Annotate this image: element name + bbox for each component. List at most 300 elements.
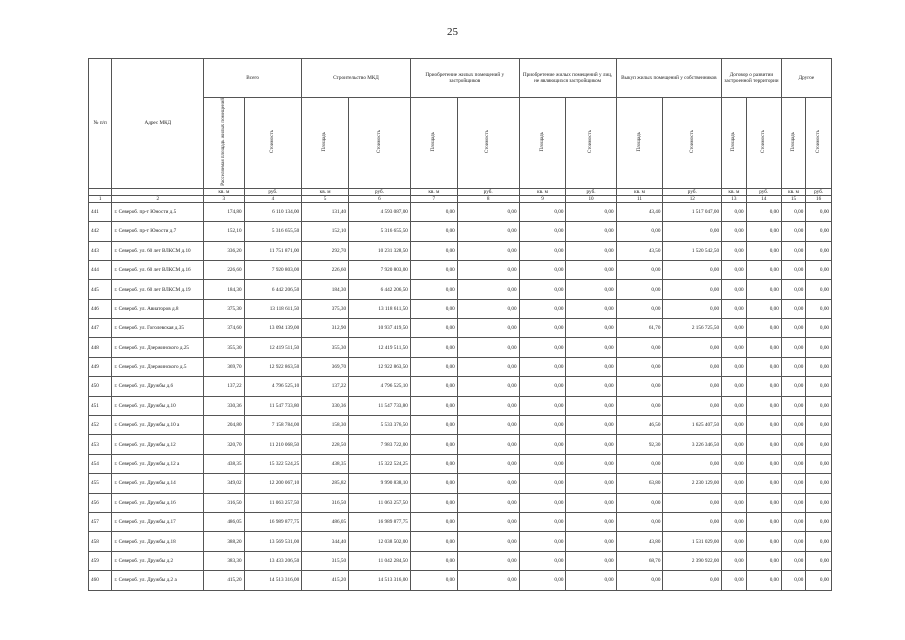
sub-header: Стоимость (746, 98, 781, 189)
sub-header: Площадь (410, 98, 457, 189)
row-value: 0,00 (410, 280, 457, 299)
row-value: 226,60 (204, 260, 245, 279)
row-value: 0,00 (746, 493, 781, 512)
sub-header: Площадь (302, 98, 349, 189)
row-value: 0,00 (410, 571, 457, 590)
row-value: 375,30 (302, 299, 349, 318)
unit-cell (112, 188, 204, 195)
row-value: 0,00 (806, 396, 832, 415)
row-value: 0,00 (722, 299, 747, 318)
row-value: 0,00 (722, 260, 747, 279)
row-value: 0,00 (566, 241, 616, 260)
header-units (89, 188, 832, 195)
group-total: Всего (204, 59, 302, 98)
row-value: 0,00 (566, 202, 616, 221)
row-value: 12 419 511,50 (349, 338, 411, 357)
row-value: 11 547 733,80 (349, 396, 411, 415)
row-value: 285,82 (302, 474, 349, 493)
row-value: 0,00 (519, 551, 566, 570)
row-value: 68,70 (616, 551, 663, 570)
row-value: 0,00 (722, 222, 747, 241)
row-value: 0,00 (457, 551, 519, 570)
row-value: 16 989 877,75 (349, 513, 411, 532)
row-address: г. Североб. пр-т Юности д.5 (112, 202, 204, 221)
row-value: 0,00 (781, 454, 806, 473)
column-number-cell: 13 (722, 195, 747, 202)
row-value: 0,00 (806, 493, 832, 512)
row-value: 11 063 257,50 (244, 493, 302, 512)
row-value: 0,00 (616, 454, 663, 473)
row-value: 0,00 (519, 319, 566, 338)
row-value: 0,00 (410, 241, 457, 260)
row-value: 0,00 (410, 513, 457, 532)
row-value: 7 920 803,00 (244, 260, 302, 279)
row-value: 0,00 (566, 222, 616, 241)
row-value: 0,00 (806, 202, 832, 221)
row-number: 453 (89, 435, 112, 454)
row-number: 454 (89, 454, 112, 473)
row-value: 0,00 (781, 551, 806, 570)
row-value: 0,00 (663, 513, 722, 532)
row-value: 0,00 (806, 357, 832, 376)
row-value: 7 920 803,00 (349, 260, 411, 279)
row-address: г. Североб. ул. Дружбы д.12 (112, 435, 204, 454)
row-value: 0,00 (746, 474, 781, 493)
row-value: 0,00 (519, 202, 566, 221)
sub-header: Стоимость (349, 98, 411, 189)
row-value: 12 922 863,50 (244, 357, 302, 376)
row-value: 0,00 (663, 338, 722, 357)
table-row (89, 202, 832, 221)
row-value: 336,20 (204, 241, 245, 260)
column-number-cell: 2 (112, 195, 204, 202)
row-value: 0,00 (519, 280, 566, 299)
row-value: 0,00 (746, 260, 781, 279)
table-row (89, 299, 832, 318)
row-number: 456 (89, 493, 112, 512)
row-number: 448 (89, 338, 112, 357)
table-row (89, 241, 832, 260)
unit-cell: руб. (566, 188, 616, 195)
row-number: 446 (89, 299, 112, 318)
table-row (89, 474, 832, 493)
row-value: 0,00 (746, 551, 781, 570)
row-value: 0,00 (519, 435, 566, 454)
row-value: 0,00 (566, 396, 616, 415)
row-number: 449 (89, 357, 112, 376)
row-value: 0,00 (457, 319, 519, 338)
row-address: г. Североб. ул. 60 лет ВЛКСМ д.19 (112, 280, 204, 299)
row-address: г. Североб. ул. Дружбы д.18 (112, 532, 204, 551)
row-value: 0,00 (519, 222, 566, 241)
row-value: 0,00 (410, 474, 457, 493)
row-value: 184,30 (302, 280, 349, 299)
row-value: 6 442 206,50 (349, 280, 411, 299)
row-value: 0,00 (781, 513, 806, 532)
row-value: 330,36 (204, 396, 245, 415)
column-number-cell: 7 (410, 195, 457, 202)
row-value: 0,00 (781, 474, 806, 493)
row-value: 2 156 725,50 (663, 319, 722, 338)
row-value: 0,00 (781, 357, 806, 376)
row-value: 0,00 (806, 454, 832, 473)
row-value: 0,00 (457, 416, 519, 435)
page-number: 25 (447, 26, 458, 38)
unit-cell: кв. м (519, 188, 566, 195)
row-value: 369,70 (302, 357, 349, 376)
row-value: 0,00 (806, 260, 832, 279)
row-number: 443 (89, 241, 112, 260)
row-address: г. Североб. ул. Авиаторов д.8 (112, 299, 204, 318)
row-value: 4 796 525,10 (244, 377, 302, 396)
row-value: 0,00 (746, 513, 781, 532)
row-value: 7 983 722,00 (349, 435, 411, 454)
unit-cell: руб. (746, 188, 781, 195)
row-number: 444 (89, 260, 112, 279)
table-row (89, 280, 832, 299)
row-value: 0,00 (410, 416, 457, 435)
row-number: 460 (89, 571, 112, 590)
row-value: 0,00 (722, 435, 747, 454)
unit-cell: кв. м (204, 188, 245, 195)
row-value: 0,00 (781, 338, 806, 357)
row-value: 0,00 (663, 357, 722, 376)
row-number: 455 (89, 474, 112, 493)
row-value: 12 419 511,50 (244, 338, 302, 357)
row-value: 0,00 (781, 280, 806, 299)
row-value: 0,00 (519, 260, 566, 279)
group-territory-development: Договор о развитии застроенной территории (722, 59, 782, 98)
row-value: 0,00 (722, 454, 747, 473)
table-row (89, 377, 832, 396)
row-value: 0,00 (457, 571, 519, 590)
row-value: 0,00 (746, 377, 781, 396)
table-row (89, 416, 832, 435)
row-value: 0,00 (457, 280, 519, 299)
header-groups (89, 59, 832, 98)
row-value: 5 316 655,50 (244, 222, 302, 241)
row-value: 0,00 (616, 260, 663, 279)
row-value: 0,00 (781, 377, 806, 396)
row-value: 0,00 (519, 513, 566, 532)
row-value: 0,00 (663, 377, 722, 396)
row-address: г. Североб. ул. Дружбы д.2 (112, 551, 204, 570)
row-value: 43,40 (616, 202, 663, 221)
row-value: 388,20 (204, 532, 245, 551)
row-value: 16 989 877,75 (244, 513, 302, 532)
row-value: 0,00 (722, 571, 747, 590)
table-row (89, 551, 832, 570)
row-value: 316,50 (204, 493, 245, 512)
row-value: 315,50 (302, 551, 349, 570)
group-from-non-developers: Приобретение жилых помещений у лиц, не являющихся застройщиком (519, 59, 616, 98)
row-value: 12 038 502,00 (349, 532, 411, 551)
row-value: 0,00 (746, 416, 781, 435)
row-value: 0,00 (616, 299, 663, 318)
table-row (89, 435, 832, 454)
row-value: 0,00 (410, 222, 457, 241)
row-value: 11 042 284,50 (349, 551, 411, 570)
row-value: 14 513 316,00 (244, 571, 302, 590)
row-value: 0,00 (722, 377, 747, 396)
row-value: 375,30 (204, 299, 245, 318)
row-value: 486,05 (302, 513, 349, 532)
row-address: г. Североб. ул. Дружбы д.10 (112, 396, 204, 415)
row-value: 0,00 (410, 338, 457, 357)
row-value: 0,00 (746, 454, 781, 473)
row-value: 0,00 (457, 222, 519, 241)
row-value: 0,00 (722, 202, 747, 221)
row-value: 0,00 (519, 357, 566, 376)
row-address: г. Североб. ул. Дружбы д.10 а (112, 416, 204, 435)
row-value: 0,00 (781, 532, 806, 551)
row-value: 0,00 (519, 377, 566, 396)
table-row (89, 513, 832, 532)
row-value: 0,00 (519, 474, 566, 493)
row-number: 459 (89, 551, 112, 570)
row-value: 11 751 871,00 (244, 241, 302, 260)
row-value: 0,00 (663, 299, 722, 318)
row-value: 137,22 (204, 377, 245, 396)
row-value: 7 158 784,00 (244, 416, 302, 435)
row-value: 0,00 (806, 532, 832, 551)
table-row (89, 222, 832, 241)
row-value: 0,00 (410, 396, 457, 415)
row-value: 0,00 (566, 551, 616, 570)
row-value: 0,00 (566, 338, 616, 357)
row-value: 312,90 (302, 319, 349, 338)
unit-cell: кв. м (616, 188, 663, 195)
row-number: 442 (89, 222, 112, 241)
row-address: г. Североб. ул. Дзержинского д.5 (112, 357, 204, 376)
row-value: 0,00 (457, 202, 519, 221)
column-number-cell: 10 (566, 195, 616, 202)
unit-cell: руб. (457, 188, 519, 195)
row-value: 204,80 (204, 416, 245, 435)
row-value: 0,00 (616, 338, 663, 357)
row-value: 0,00 (781, 493, 806, 512)
row-value: 0,00 (616, 571, 663, 590)
row-address: г. Североб. ул. Дружбы д.14 (112, 474, 204, 493)
group-construction: Строительство МКД (302, 59, 411, 98)
row-address: г. Североб. ул. Дзержинского д.25 (112, 338, 204, 357)
row-value: 0,00 (781, 299, 806, 318)
row-value: 0,00 (616, 280, 663, 299)
row-value: 0,00 (722, 396, 747, 415)
unit-cell: руб. (806, 188, 832, 195)
row-value: 0,00 (457, 357, 519, 376)
table-row (89, 493, 832, 512)
row-value: 0,00 (410, 551, 457, 570)
row-value: 1 625 407,50 (663, 416, 722, 435)
row-value: 349,02 (204, 474, 245, 493)
row-value: 0,00 (519, 571, 566, 590)
row-value: 0,00 (746, 202, 781, 221)
group-from-developers: Приобретение жилых помещений у застройщиков (410, 59, 519, 98)
row-value: 0,00 (410, 435, 457, 454)
row-value: 131,40 (302, 202, 349, 221)
row-value: 0,00 (566, 513, 616, 532)
row-value: 0,00 (722, 513, 747, 532)
row-value: 11 210 068,50 (244, 435, 302, 454)
row-value: 0,00 (410, 493, 457, 512)
row-value: 0,00 (566, 493, 616, 512)
row-value: 0,00 (746, 319, 781, 338)
row-value: 374,60 (204, 319, 245, 338)
row-value: 0,00 (410, 532, 457, 551)
row-number: 445 (89, 280, 112, 299)
row-value: 0,00 (566, 299, 616, 318)
unit-cell: кв. м (302, 188, 349, 195)
row-address: г. Североб. ул. Дружбы д.2 а (112, 571, 204, 590)
row-number: 451 (89, 396, 112, 415)
table-row (89, 338, 832, 357)
table-body (89, 202, 832, 590)
row-value: 0,00 (722, 357, 747, 376)
row-value: 0,00 (457, 532, 519, 551)
row-value: 11 547 733,80 (244, 396, 302, 415)
row-value: 0,00 (457, 493, 519, 512)
row-value: 369,70 (204, 357, 245, 376)
row-value: 0,00 (746, 532, 781, 551)
row-value: 0,00 (746, 241, 781, 260)
row-value: 0,00 (410, 357, 457, 376)
row-value: 486,05 (204, 513, 245, 532)
row-value: 0,00 (566, 416, 616, 435)
row-value: 330,36 (302, 396, 349, 415)
row-value: 0,00 (616, 396, 663, 415)
unit-cell: руб. (663, 188, 722, 195)
row-value: 0,00 (457, 396, 519, 415)
sub-header: Расселяемая площадь жилых помещений (204, 98, 245, 189)
row-value: 2 390 922,00 (663, 551, 722, 570)
row-value: 0,00 (781, 241, 806, 260)
row-value: 0,00 (722, 338, 747, 357)
row-value: 5 316 655,50 (349, 222, 411, 241)
row-value: 0,00 (616, 493, 663, 512)
row-value: 0,00 (663, 493, 722, 512)
row-value: 3 226 346,50 (663, 435, 722, 454)
column-number-cell: 3 (204, 195, 245, 202)
row-number: 458 (89, 532, 112, 551)
row-value: 6 110 134,00 (244, 202, 302, 221)
row-value: 0,00 (781, 222, 806, 241)
row-value: 0,00 (566, 260, 616, 279)
row-value: 15 322 524,25 (349, 454, 411, 473)
row-value: 63,80 (616, 474, 663, 493)
row-value: 2 230 129,00 (663, 474, 722, 493)
column-number-cell: 5 (302, 195, 349, 202)
row-value: 0,00 (457, 513, 519, 532)
row-address: г. Североб. ул. Гоголевская д.35 (112, 319, 204, 338)
row-value: 0,00 (781, 202, 806, 221)
row-value: 13 569 531,00 (244, 532, 302, 551)
row-value: 0,00 (746, 338, 781, 357)
row-value: 0,00 (663, 260, 722, 279)
unit-cell: кв. м (410, 188, 457, 195)
row-value: 0,00 (663, 571, 722, 590)
row-value: 0,00 (781, 319, 806, 338)
row-value: 152,10 (204, 222, 245, 241)
row-value: 0,00 (722, 551, 747, 570)
resettlement-table (88, 58, 832, 591)
sub-header: Площадь (519, 98, 566, 189)
group-other: Другое (781, 59, 831, 98)
unit-cell: руб. (244, 188, 302, 195)
column-number-cell: 9 (519, 195, 566, 202)
row-value: 316,50 (302, 493, 349, 512)
row-value: 0,00 (457, 338, 519, 357)
row-value: 0,00 (781, 396, 806, 415)
row-value: 152,10 (302, 222, 349, 241)
row-address: г. Североб. ул. Дружбы д.12 а (112, 454, 204, 473)
row-value: 0,00 (781, 416, 806, 435)
row-value: 0,00 (566, 435, 616, 454)
row-address: г. Североб. ул. Дружбы д.17 (112, 513, 204, 532)
row-value: 0,00 (457, 260, 519, 279)
row-value: 355,30 (302, 338, 349, 357)
table-row (89, 571, 832, 590)
row-value: 0,00 (746, 571, 781, 590)
unit-cell: кв. м (781, 188, 806, 195)
row-value: 0,00 (519, 299, 566, 318)
row-value: 0,00 (806, 222, 832, 241)
row-value: 0,00 (663, 454, 722, 473)
row-number: 450 (89, 377, 112, 396)
row-value: 0,00 (410, 260, 457, 279)
row-value: 0,00 (806, 474, 832, 493)
row-value: 1 517 047,00 (663, 202, 722, 221)
row-value: 0,00 (519, 454, 566, 473)
row-value: 0,00 (457, 241, 519, 260)
row-value: 4 593 087,00 (349, 202, 411, 221)
table-header (89, 59, 832, 203)
row-value: 0,00 (806, 319, 832, 338)
row-value: 0,00 (457, 435, 519, 454)
row-value: 0,00 (806, 299, 832, 318)
row-value: 0,00 (457, 474, 519, 493)
row-value: 0,00 (519, 493, 566, 512)
row-value: 0,00 (746, 299, 781, 318)
row-value: 0,00 (722, 319, 747, 338)
row-value: 0,00 (457, 377, 519, 396)
row-value: 228,50 (302, 435, 349, 454)
row-value: 383,30 (204, 551, 245, 570)
column-number-cell: 14 (746, 195, 781, 202)
row-value: 14 513 316,00 (349, 571, 411, 590)
row-value: 0,00 (566, 280, 616, 299)
row-value: 46,50 (616, 416, 663, 435)
row-value: 0,00 (566, 454, 616, 473)
row-value: 0,00 (663, 280, 722, 299)
row-value: 0,00 (746, 357, 781, 376)
row-value: 0,00 (410, 377, 457, 396)
row-address: г. Североб. ул. Дружбы д.16 (112, 493, 204, 512)
row-number: 457 (89, 513, 112, 532)
sub-header: Площадь (616, 98, 663, 189)
row-value: 0,00 (616, 222, 663, 241)
sub-header: Площадь (722, 98, 747, 189)
row-address: г. Североб. ул. 60 лет ВЛКСМ д.10 (112, 241, 204, 260)
row-value: 438,35 (302, 454, 349, 473)
header-column-numbers (89, 195, 832, 202)
row-value: 0,00 (806, 377, 832, 396)
row-value: 0,00 (566, 377, 616, 396)
row-value: 0,00 (519, 338, 566, 357)
row-value: 0,00 (806, 435, 832, 454)
column-number-cell: 12 (663, 195, 722, 202)
row-value: 0,00 (806, 416, 832, 435)
